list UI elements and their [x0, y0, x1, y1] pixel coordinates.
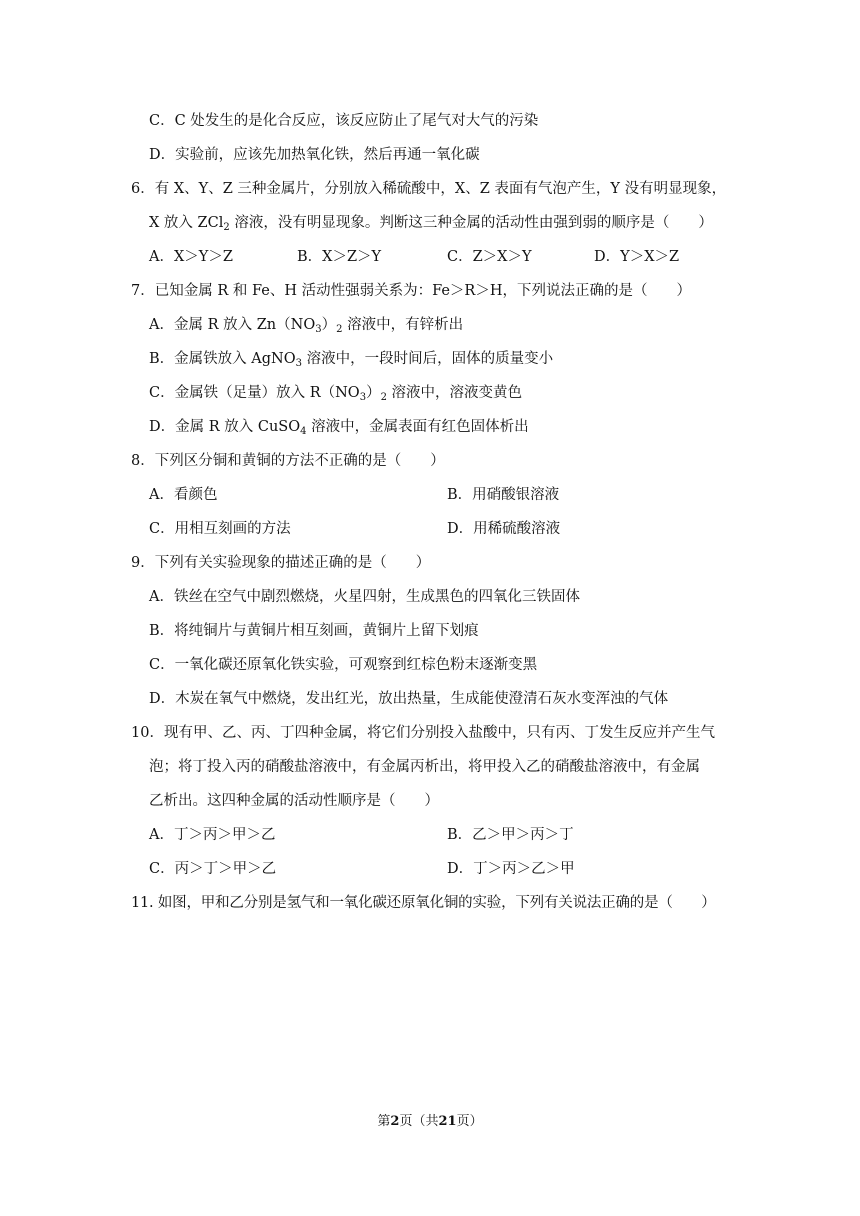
- q10-option-d: D．丁＞丙＞乙＞甲: [447, 861, 575, 877]
- q9-option-b: B．将纯铜片与黄铜片相互刻画，黄铜片上留下划痕: [149, 623, 479, 639]
- q6-option-a: A．X＞Y＞Z: [149, 249, 233, 265]
- q9-option-d: D．木炭在氧气中燃烧，发出红光，放出热量，生成能使澄清石灰水变浑浊的气体: [149, 691, 669, 707]
- q10-option-b: B．乙＞甲＞丙＞丁: [447, 827, 574, 843]
- q7-option-d: D．金属 R 放入 CuSO$_4$ 溶液中，金属表面有红色固体析出: [149, 419, 529, 437]
- q8-option-a: A．看颜色: [149, 487, 218, 503]
- q8-option-b: B．用硝酸银溶液: [447, 487, 560, 503]
- q5-option-c: C．C 处发生的是化合反应，该反应防止了尾气对大气的污染: [149, 113, 539, 129]
- page-footer: 第2页（共21页）: [377, 1114, 483, 1129]
- page-number: 2: [390, 1114, 400, 1129]
- q7-option-a: A．金属 R 放入 $Zn(NO_3)_2$ 溶液中，有锌析出: [149, 317, 464, 335]
- q7-option-c: C．金属铁（足量）放入 $R(NO_3)_2$ 溶液中，溶液变黄色: [149, 385, 523, 403]
- q9-option-a: A．铁丝在空气中剧烈燃烧，火星四射，生成黑色的四氧化三铁固体: [149, 589, 580, 605]
- q10-stem-line2: 泡；将丁投入丙的硝酸盐溶液中，有金属丙析出，将甲投入乙的硝酸盐溶液中，有金属: [149, 759, 700, 775]
- q6-option-b: B．X＞Z＞Y: [297, 249, 382, 265]
- q8-option-c: C．用相互刻画的方法: [149, 521, 291, 537]
- q9-option-c: C．一氧化碳还原氧化铁实验，可观察到红棕色粉末逐渐变黑: [149, 657, 538, 673]
- q10-option-a: A．丁＞丙＞甲＞乙: [149, 827, 276, 843]
- q7-stem: 7．已知金属 R 和 Fe、H 活动性强弱关系为：Fe＞R＞H，下列说法正确的是（ ）: [131, 283, 691, 299]
- total-pages: 21: [438, 1114, 457, 1129]
- q10-stem-line3: 乙析出。这四种金属的活动性顺序是（ ）: [149, 793, 439, 809]
- q10-stem-line1: 10．现有甲、乙、丙、丁四种金属，将它们分别投入盐酸中，只有丙、丁发生反应并产生气: [131, 725, 715, 741]
- q8-option-d: D．用稀硫酸溶液: [447, 521, 561, 537]
- q8-stem: 8．下列区分铜和黄铜的方法不正确的是（ ）: [131, 453, 445, 469]
- q11-stem: 11. 如图，甲和乙分别是氢气和一氧化碳还原氧化铜的实验，下列有关说法正确的是（ ）: [131, 895, 716, 911]
- q7-option-b: B．金属铁放入 AgNO$_3$ 溶液中，一段时间后，固体的质量变小: [149, 351, 554, 369]
- q6-option-d: D．Y＞X＞Z: [594, 249, 680, 265]
- q6-option-c: C．Z＞X＞Y: [447, 249, 532, 265]
- q9-stem: 9．下列有关实验现象的描述正确的是（ ）: [131, 555, 431, 571]
- q6-stem-line1: 6．有 X、Y、Z 三种金属片，分别放入稀硫酸中，X、Z 表面有气泡产生，Y 没有明显现象，: [131, 181, 727, 197]
- q10-option-c: C．丙＞丁＞甲＞乙: [149, 861, 277, 877]
- q6-stem-line2: X 放入 ZCl$_2$ 溶液，没有明显现象。判断这三种金属的活动性由强到弱的顺序是（ ）: [149, 215, 713, 233]
- q5-option-d: D．实验前，应该先加热氧化铁，然后再通一氧化碳: [149, 147, 480, 163]
